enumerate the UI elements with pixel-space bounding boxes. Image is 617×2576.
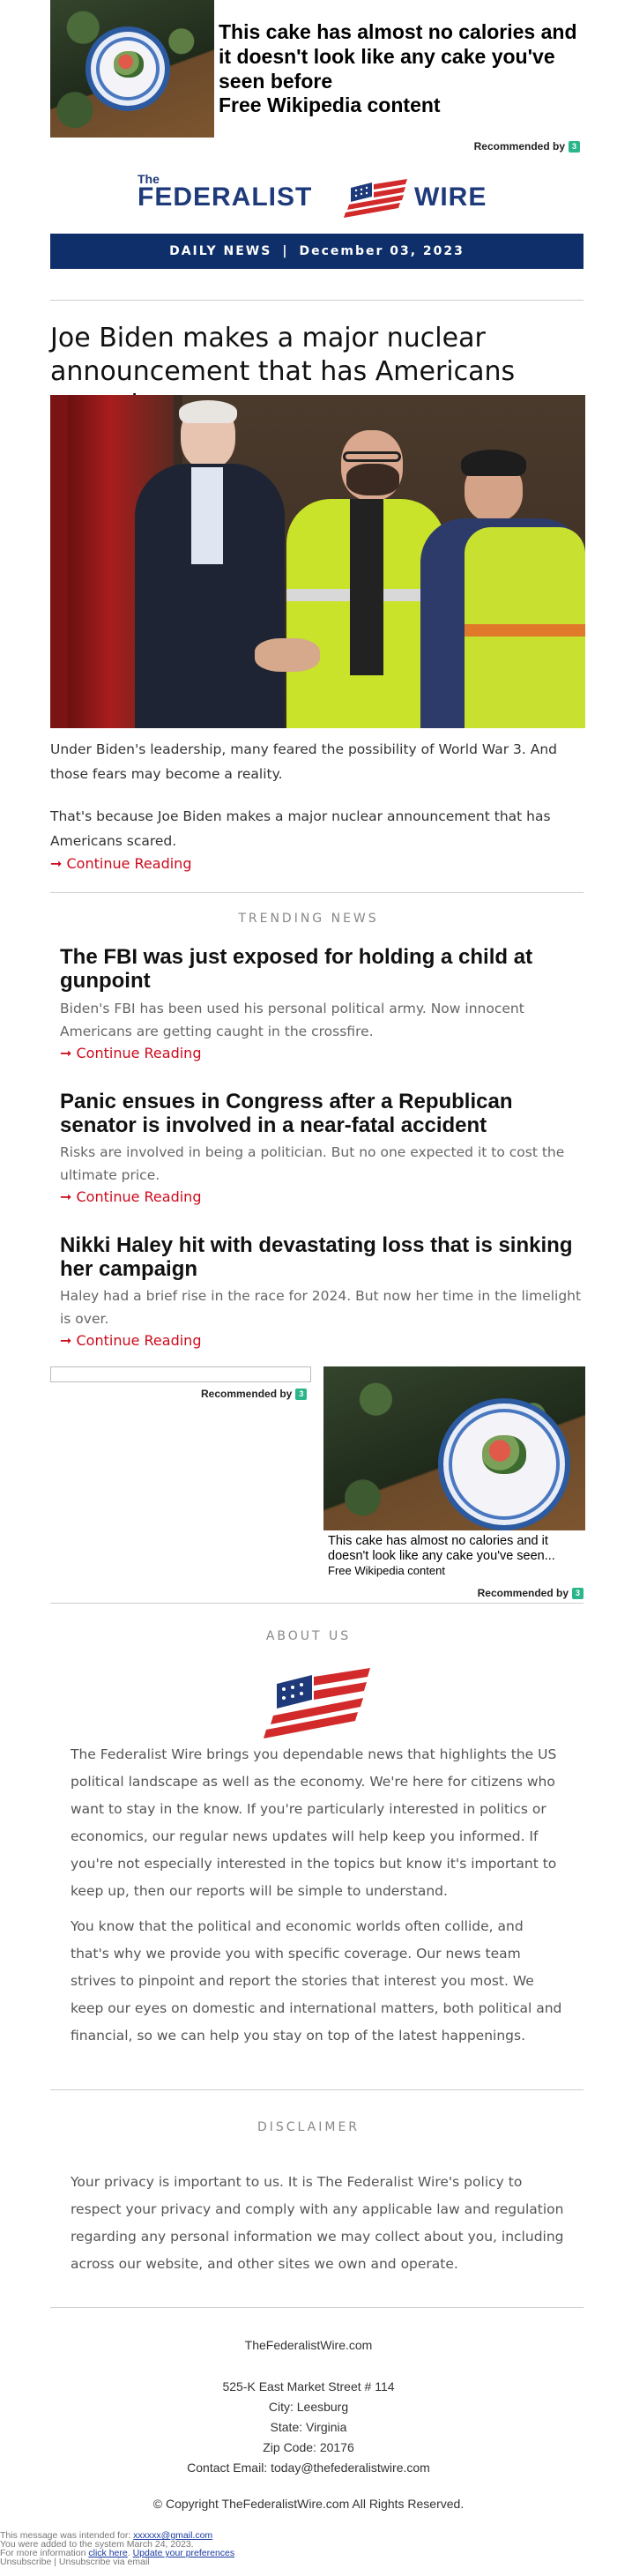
date-bar [50, 234, 584, 269]
trending-item-1-title[interactable]: The FBI was just exposed for holding a child at gunpoint [60, 945, 533, 993]
about-paragraph-1: The Federalist Wire brings you dependable news that highlights the US political landscape as well as the economy. We're here for citizens who want to stay in the know. If you're particularly interested in politics or economics, our regular news updates will help keep you informed. If you're not especially interested in the topics but know it's important to keep up, then our reports will be simple to understand. [71, 1746, 557, 1899]
update-preferences-link[interactable]: Update your preferences [132, 2548, 235, 2558]
main-article-paragraph-1: Under Biden's leadership, many feared the possibility of World War 3. And those fears may become a reality. [50, 741, 557, 782]
footer-contact-email[interactable]: Contact Email: today@thefederalistwire.com [187, 2461, 430, 2475]
trending-item-2-title[interactable]: Panic ensues in Congress after a Republican senator is involved in a near-fatal accident [60, 1090, 513, 1137]
trending-heading: TRENDING NEWS [238, 912, 379, 926]
main-continue-reading-link[interactable]: ➞ Continue Reading [50, 855, 192, 872]
mid-ad-right-source[interactable]: Free Wikipedia content [328, 1564, 445, 1577]
footer-copyright: © Copyright TheFederalistWire.com All Rights Reserved. [152, 2497, 465, 2511]
site-logo[interactable] [0, 172, 617, 225]
top-ad-source[interactable]: Free Wikipedia content [219, 93, 441, 116]
footer-zip: Zip Code: 20176 [263, 2440, 354, 2454]
date-section: DAILY NEWS [169, 244, 272, 258]
main-article-title[interactable]: Joe Biden makes a major nuclear announcement that has Americans [50, 323, 516, 387]
click-here-link[interactable]: click here [88, 2548, 128, 2558]
fine-print-unsubscribe[interactable]: Unsubscribe | Unsubscribe via email [0, 2557, 150, 2567]
logo-wire: WIRE [414, 182, 487, 212]
trending-item-3-continue-link[interactable]: ➞ Continue Reading [60, 1332, 202, 1349]
intended-prefix: This message was intended for: [0, 2530, 131, 2541]
divider [50, 892, 584, 893]
recommended-label: Recommended by [477, 1587, 569, 1599]
top-ad-headline[interactable]: This cake has almost no calories and it doesn't look like any cake you've seen before [219, 20, 577, 93]
flag-logo-icon [342, 177, 409, 220]
footer-street: 525-K East Market Street # 114 [222, 2379, 395, 2394]
divider [50, 2089, 584, 2090]
top-ad-image[interactable] [50, 0, 214, 138]
mid-ad-right-caption[interactable]: This cake has almost no calories and it doesn't look like any cake you've seen... [328, 1534, 555, 1563]
logo-the: The [138, 172, 160, 186]
trending-item-1-text: Biden's FBI has been used his personal political army. Now innocent Americans are getting caught in the crossfire. [60, 1001, 524, 1039]
top-ad[interactable] [0, 0, 617, 168]
fine-print-added: You were added to the system March 24, 2023. [0, 2539, 194, 2550]
main-article-paragraph-2: That's because Joe Biden makes a major nuclear announcement that has Americans scared. [50, 808, 551, 849]
about-heading: ABOUT US [265, 1629, 352, 1643]
info-prefix: For more information [0, 2548, 86, 2558]
disclaimer-text: Your privacy is important to us. It is The Federalist Wire's policy to respect your privacy and comply with any applicable law and regulation regarding any personal information we may collect about you, including across our website, and other sites we own and operate. [71, 2174, 564, 2272]
mid-ad-left-recommended[interactable] [201, 1388, 307, 1400]
footer-city: City: Leesburg [268, 2400, 349, 2414]
recommender-logo-icon: 3 [295, 1389, 307, 1400]
trending-item-2-continue-link[interactable]: ➞ Continue Reading [60, 1188, 202, 1205]
mid-ad-right-image[interactable] [323, 1366, 585, 1530]
divider [50, 300, 584, 301]
disclaimer-heading: DISCLAIMER [256, 2120, 361, 2134]
top-ad-recommended[interactable] [474, 140, 580, 153]
recommended-label: Recommended by [201, 1388, 293, 1400]
about-paragraph-2: You know that the political and economic worlds often collide, and that's why we provide you with specific coverage. Our news team strives to pinpoint and report the stories that interest you most. We keep our eyes on domestic and international matters, both political and financial, so we can help you stay on top of the latest happenings. [71, 1918, 562, 2044]
trending-item-2-text: Risks are involved in being a politician. But no one expected it to cost the ultimate price. [60, 1144, 565, 1183]
trending-item-3-text: Haley had a brief rise in the race for 2024. But now her time in the limelight is over. [60, 1288, 582, 1327]
intended-email-link[interactable]: xxxxxx@gmail.com [133, 2530, 213, 2541]
logo-federalist: FEDERALIST [138, 182, 313, 212]
recommender-logo-icon: 3 [572, 1588, 584, 1599]
date-separator: | [282, 244, 289, 258]
recommended-label: Recommended by [473, 140, 565, 153]
footer-site[interactable]: TheFederalistWire.com [244, 2338, 373, 2352]
mid-ad-right-recommended[interactable] [478, 1587, 584, 1599]
divider [50, 2307, 584, 2308]
date-value: December 03, 2023 [299, 244, 465, 258]
fine-print-info: For more information click here. Update your preferences [0, 2548, 235, 2558]
recommender-logo-icon: 3 [569, 141, 580, 153]
main-article-image[interactable] [50, 395, 585, 728]
divider [50, 1603, 584, 1604]
footer-state: State: Virginia [270, 2420, 347, 2434]
trending-item-1-continue-link[interactable]: ➞ Continue Reading [60, 1045, 202, 1061]
broken-ad-image[interactable] [50, 1366, 311, 1382]
flag-logo-icon [261, 1668, 372, 1740]
trending-item-3-title[interactable]: Nikki Haley hit with devastating loss that is sinking her campaign [60, 1233, 573, 1281]
